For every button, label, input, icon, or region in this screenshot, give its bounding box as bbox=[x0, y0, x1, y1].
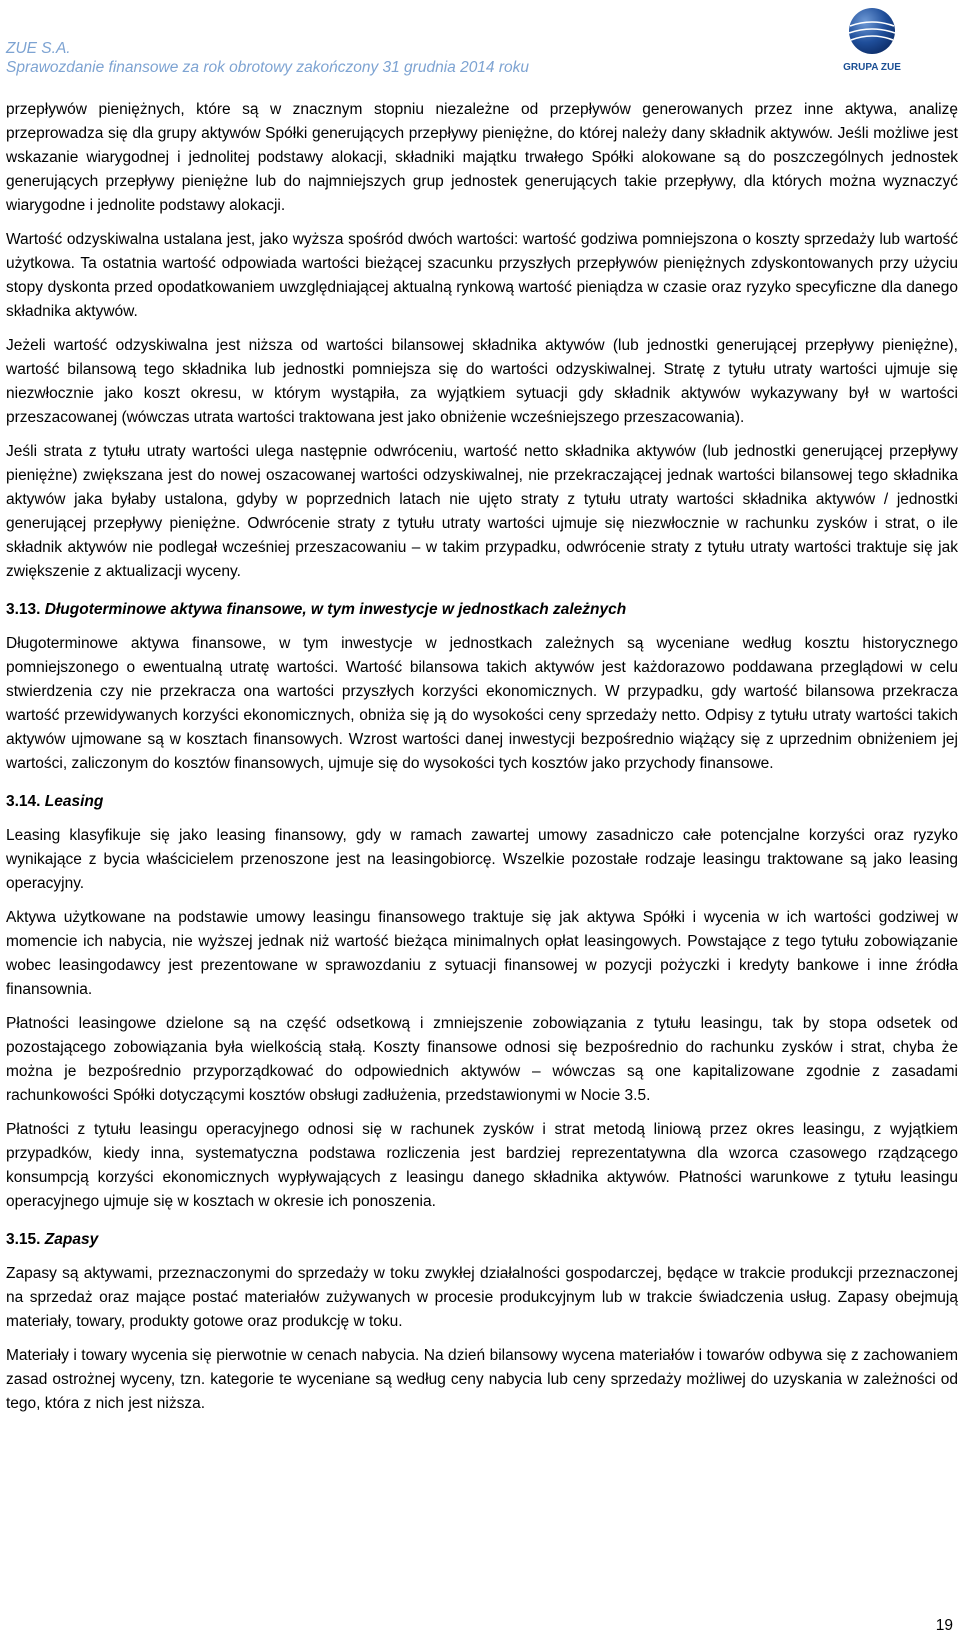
logo-text: GRUPA ZUE bbox=[843, 62, 901, 73]
paragraph: Długoterminowe aktywa finansowe, w tym inwestycje w jednostkach zależnych są wyceniane według kosztu historycznego pomniejszonego o ewentualną utratę wartości. Wartość bilansowa takich aktywów jest każdorazowo poddawana przeglądowi w celu stwierdzenia czy nie przekracza ona wartości przyszłych korzyści ekonomicznych. W przypadku, gdy wartość bilansowa przekracza wartość przewidywanych korzyści ekonomicznych, obniża się ją do wysokości ceny sprzedaży netto. Odpisy z tytułu utraty wartości takich aktywów ujmowane są w kosztach finansowych. Wzrost wartości danej inwestycji bezpośrednio wiążący się z uprzednim obniżeniem jej wartości, zaliczonym do kosztów finansowych, ujmuje się do wysokości tych kosztów jako przychody finansowe. bbox=[6, 635, 958, 772]
section-heading-3-13 bbox=[6, 598, 958, 622]
paragraph: Materiały i towary wycenia się pierwotnie w cenach nabycia. Na dzień bilansowy wycena materiałów i towarów odbywa się z zachowaniem zasad ostrożnej wyceny, tzn. kategorie te wyceniane są według ceny nabycia lub ceny sprzedaży możliwej do uzyskania w zależności od tego, która z nich jest niższa. bbox=[6, 1347, 958, 1412]
paragraph: Płatności leasingowe dzielone są na część odsetkową i zmniejszenie zobowiązania z tytułu leasingu, tak by stopa odsetek od pozostającego zobowiązania była wielkością stałą. Koszty finansowe odnosi się bezpośrednio do rachunku zysków i strat, chyba że można je bezpośrednio przyporządkować do odpowiednich aktywów – wówczas są one kapitalizowane zgodnie z zasadami rachunkowości Spółki dotyczącymi kosztów obsługi zadłużenia, przedstawionymi w Nocie 3.5. bbox=[6, 1015, 958, 1104]
paragraph: Płatności z tytułu leasingu operacyjnego odnosi się w rachunek zysków i strat metodą liniową przez okres leasingu, z wyjątkiem przypadków, kiedy inna, systematyczna podstawa rozliczenia jest bardziej reprezentatywna dla wzorca czasowego rządzącego konsumpcją korzyści ekonomicznych wypływających z leasingu danego składnika aktywów. Płatności warunkowe z tytułu leasingu operacyjnego ujmuje się w kosztach w okresie ich ponoszenia. bbox=[6, 1121, 958, 1210]
page-header bbox=[0, 0, 960, 90]
section-title: Zapasy bbox=[44, 1231, 99, 1248]
company-logo bbox=[835, 6, 909, 74]
paragraph: Jeżeli wartość odzyskiwalna jest niższa od wartości bilansowej składnika aktywów (lub jednostki generującej przepływy pieniężne), wartość bilansową tego składnika lub jednostki pomniejsza się do wartości odzyskiwalnej. Stratę z tytułu utraty wartości ujmuje się niezwłocznie jako koszt okresu, w którym wystąpiła, za wyjątkiem sytuacji gdy składnik aktywów wykazywany był w wartości przeszacowanej (wówczas utrata wartości traktowana jest jako obniżenie wcześniejszego przeszacowania). bbox=[6, 337, 958, 426]
globe-logo-icon bbox=[847, 6, 897, 56]
section-title: Leasing bbox=[44, 793, 104, 810]
paragraph: Zapasy są aktywami, przeznaczonymi do sprzedaży w toku zwykłej działalności gospodarczej, będące w trakcie produkcji przeznaczonej na sprzedaż oraz mające postać materiałów zużywanych w procesie produkcyjnym lub w trakcie świadczenia usług. Zapasy obejmują materiały, towary, produkty gotowe oraz produkcję w toku. bbox=[6, 1265, 958, 1330]
section-heading-3-15 bbox=[6, 1228, 958, 1252]
paragraph: przepływów pieniężnych, które są w znacznym stopniu niezależne od przepływów generowanych przez inne aktywa, analizę przeprowadza się dla grupy aktywów Spółki generujących przepływy pieniężne, do której należy dany składnik aktywów. Jeśli możliwe jest wskazanie wiarygodnej i jednolitej podstawy alokacji, składniki majątku trwałego Spółki alokowane są do poszczególnych jednostek generujących przepływy pieniężne lub do najmniejszych grup jednostek generujących takie przepływy, dla których można wyznaczyć wiarygodne i jednolite podstawy alokacji. bbox=[6, 101, 958, 214]
section-number: 3.14. bbox=[6, 793, 41, 810]
document-body bbox=[6, 98, 958, 1426]
paragraph: Leasing klasyfikuje się jako leasing finansowy, gdy w ramach zawartej umowy zasadniczo całe potencjalne korzyści oraz ryzyko wynikające z bycia właścicielem przenoszone jest na leasingobiorcę. Wszelkie pozostałe rodzaje leasingu traktowane są jako leasing operacyjny. bbox=[6, 827, 958, 892]
paragraph: Wartość odzyskiwalna ustalana jest, jako wyższa spośród dwóch wartości: wartość godziwa pomniejszona o koszty sprzedaży lub wartość użytkowa. Ta ostatnia wartość odpowiada wartości bieżącej szacunku przyszłych przepływów pieniężnych zdyskontowanych przy użyciu stopy dyskonta przed opodatkowaniem uwzględniającej aktualną rynkową wartość pieniądza w czasie oraz ryzyko specyficzne dla danego składnika aktywów. bbox=[6, 231, 958, 320]
page-number: 19 bbox=[935, 1617, 953, 1634]
section-number: 3.15. bbox=[6, 1231, 41, 1248]
section-number: 3.13. bbox=[6, 601, 41, 618]
section-title: Długoterminowe aktywa finansowe, w tym inwestycje w jednostkach zależnych bbox=[44, 601, 627, 618]
section-heading-3-14 bbox=[6, 790, 958, 814]
report-title: Sprawozdanie finansowe za rok obrotowy zakończony 31 grudnia 2014 roku bbox=[6, 59, 530, 76]
paragraph: Jeśli strata z tytułu utraty wartości ulega następnie odwróceniu, wartość netto składnika aktywów (lub jednostki generującej przepływy pieniężne) zwiększana jest do nowej oszacowanej wartości odzyskiwalnej, nie przekraczającej jednak wartości bilansowej tego składnika aktywów jaka byłaby ustalona, gdyby w poprzednich latach nie ujęto straty z tytułu utraty wartości składnika aktywów / jednostki generującej przepływy pieniężne. Odwrócenie straty z tytułu utraty wartości ujmuje się niezwłocznie w rachunku zysków i strat, o ile składnik aktywów nie podlegał wcześniej przeszacowaniu – w takim przypadku, odwrócenie straty z tytułu utraty wartości traktuje się jak zwiększenie z aktualizacji wyceny. bbox=[6, 443, 958, 580]
company-name: ZUE S.A. bbox=[6, 40, 71, 57]
paragraph: Aktywa użytkowane na podstawie umowy leasingu finansowego traktuje się jak aktywa Spółki i wycenia w ich wartości godziwej w momencie ich nabycia, nie wyższej jednak niż wartość bieżąca minimalnych opłat leasingowych. Powstające z tego tytułu zobowiązanie wobec leasingodawcy jest prezentowane w sprawozdaniu z sytuacji finansowej w pozycji pożyczki i kredyty bankowe i inne źródła finansownia. bbox=[6, 909, 958, 998]
